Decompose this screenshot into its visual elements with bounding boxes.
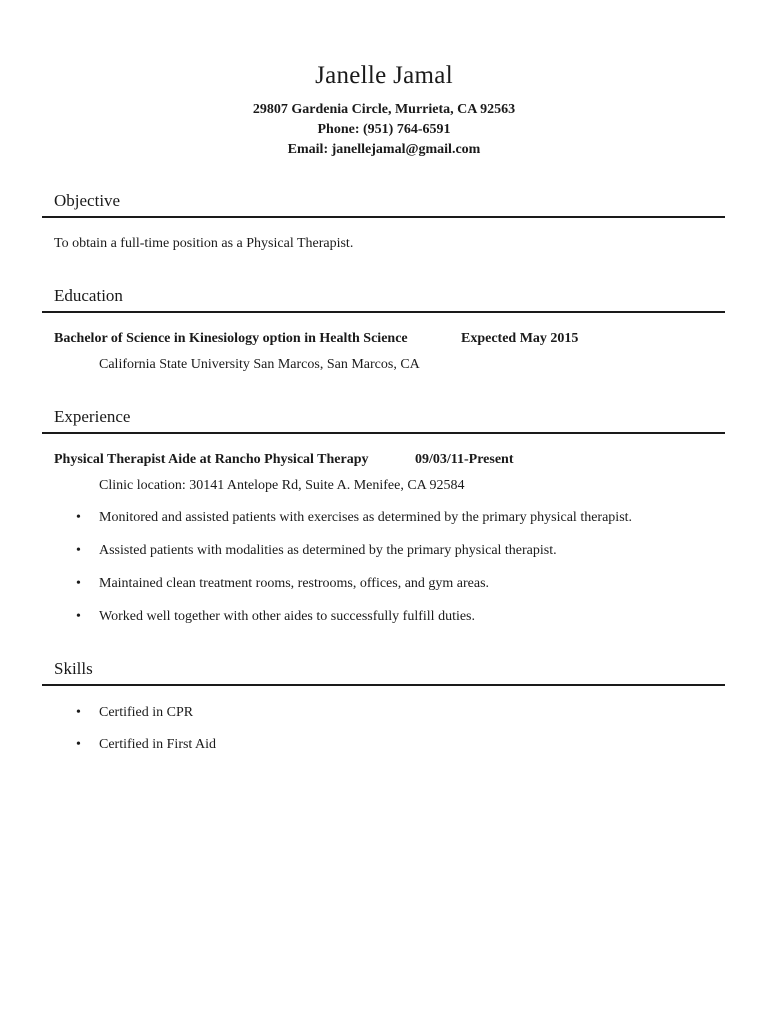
section-divider	[42, 216, 725, 218]
bullet-icon: •	[76, 510, 81, 525]
objective-heading: Objective	[54, 191, 121, 210]
contact-email: Email: janellejamal@gmail.com	[287, 142, 481, 157]
bullet-icon: •	[76, 543, 81, 558]
contact-phone: Phone: (951) 764-6591	[317, 122, 451, 137]
education-date: Expected May 2015	[461, 331, 579, 346]
education-degree: Bachelor of Science in Kinesiology option in Health Science	[54, 331, 408, 346]
list-item: Certified in CPR	[99, 705, 194, 720]
objective-text: To obtain a full-time position as a Physical Therapist.	[54, 236, 354, 251]
experience-position: Physical Therapist Aide at Rancho Physical Therapy	[54, 452, 369, 467]
contact-address: 29807 Gardenia Circle, Murrieta, CA 92563	[252, 102, 516, 117]
list-item: Assisted patients with modalities as determined by the primary physical therapist.	[99, 543, 557, 558]
list-item: Monitored and assisted patients with exercises as determined by the primary physical therapist.	[99, 510, 633, 525]
bullet-icon: •	[76, 737, 81, 752]
list-item: Worked well together with other aides to successfully fulfill duties.	[99, 609, 476, 624]
candidate-name: Janelle Jamal	[315, 62, 453, 89]
bullet-icon: •	[76, 609, 81, 624]
section-divider	[42, 311, 725, 313]
bullet-icon: •	[76, 705, 81, 720]
section-divider	[42, 684, 725, 686]
experience-heading: Experience	[54, 407, 131, 426]
education-heading: Education	[54, 286, 123, 305]
skills-heading: Skills	[54, 659, 93, 678]
section-divider	[42, 432, 725, 434]
list-item: Certified in First Aid	[99, 737, 217, 752]
education-school: California State University San Marcos, San Marcos, CA	[99, 357, 420, 372]
list-item: Maintained clean treatment rooms, restrooms, offices, and gym areas.	[99, 576, 490, 591]
experience-dates: 09/03/11-Present	[415, 452, 514, 467]
bullet-icon: •	[76, 576, 81, 591]
experience-location: Clinic location: 30141 Antelope Rd, Suite A. Menifee, CA 92584	[99, 478, 465, 493]
